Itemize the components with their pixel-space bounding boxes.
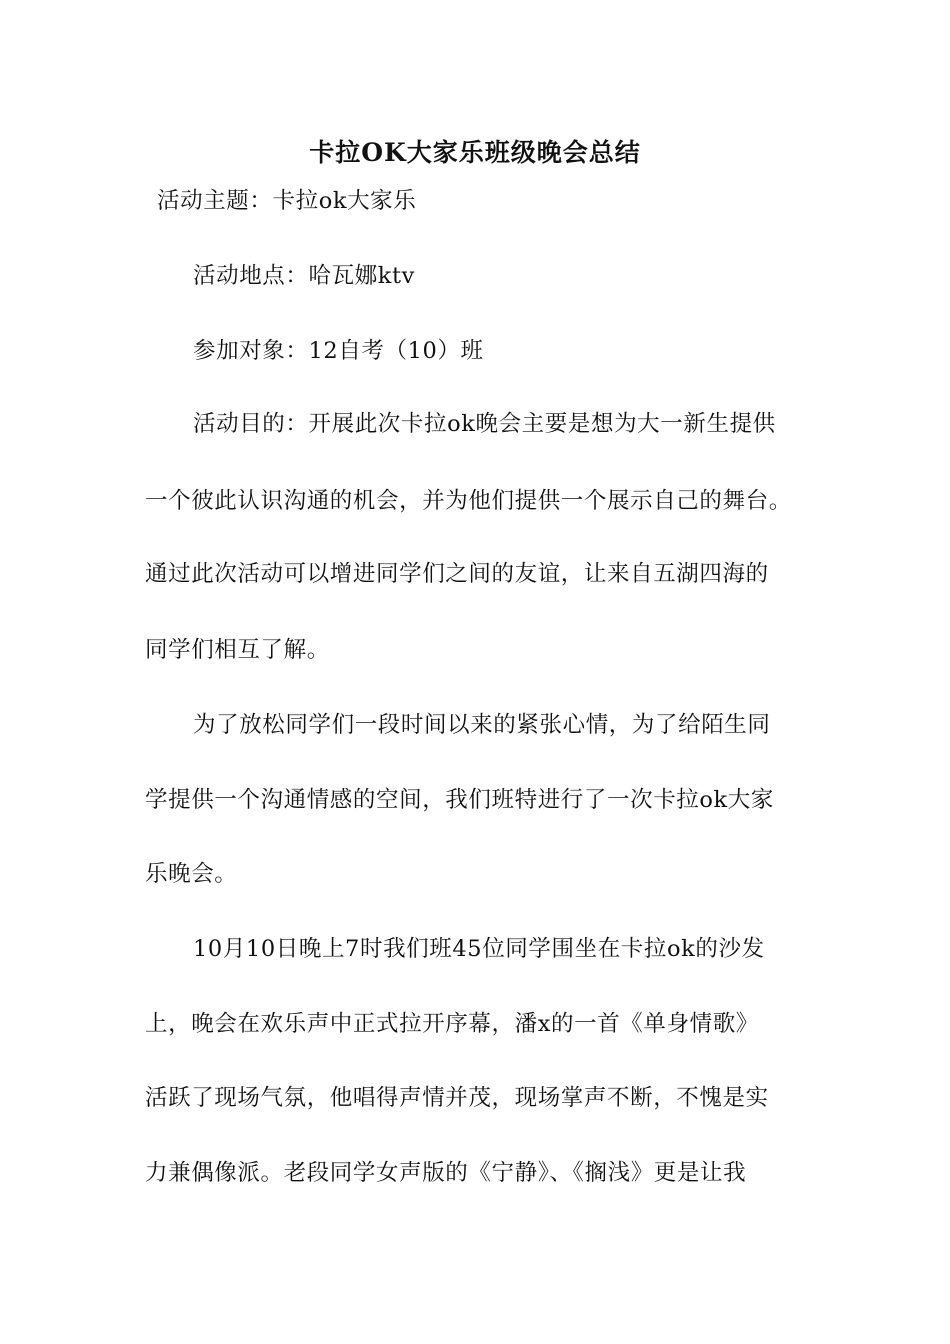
text-line: 学提供一个沟通情感的空间，我们班特进行了一次卡拉ok大家 — [145, 787, 774, 813]
text-line: 一个彼此认识沟通的机会，并为他们提供一个展示自己的舞台。 — [145, 488, 792, 514]
text-line: 同学们相互了解。 — [145, 637, 330, 663]
text-line-venue: 活动地点：哈瓦娜ktv — [193, 263, 415, 289]
document-title: 卡拉OK大家乐班级晚会总结 — [309, 138, 641, 167]
text-line: 通过此次活动可以增进同学们之间的友谊，让来自五湖四海的 — [145, 561, 769, 587]
text-line: 上，晚会在欢乐声中正式拉开序幕，潘x的一首《单身情歌》 — [145, 1011, 759, 1037]
text-line-theme: 活动主题：卡拉ok大家乐 — [157, 188, 417, 214]
text-line-paragraph-start: 为了放松同学们一段时间以来的紧张心情，为了给陌生同 — [193, 712, 771, 738]
text-line: 活跃了现场气氛，他唱得声情并茂，现场掌声不断，不愧是实 — [145, 1085, 769, 1111]
text-line: 乐晚会。 — [145, 861, 238, 887]
text-line-purpose: 活动目的：开展此次卡拉ok晚会主要是想为大一新生提供 — [193, 411, 776, 437]
text-line: 力兼偶像派。老段同学女声版的《宁静》、《搁浅》更是让我 — [145, 1160, 747, 1186]
text-line-paragraph-start: 10月10日晚上7时我们班45位同学围坐在卡拉ok的沙发 — [193, 936, 765, 962]
text-line-participants: 参加对象：12自考（10）班 — [193, 338, 484, 364]
